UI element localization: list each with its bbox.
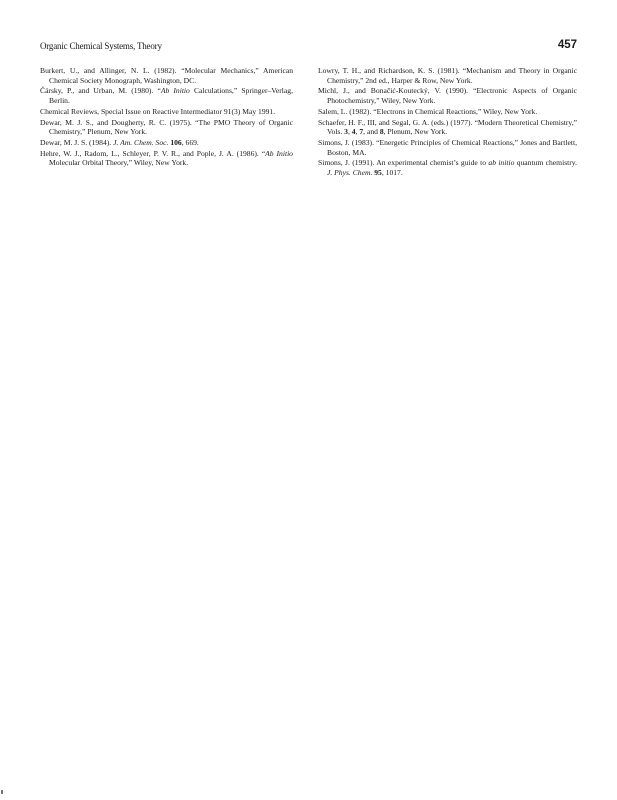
reference-entry: Salem, L. (1982). “Electrons in Chemical Reactions,” Wiley, New York.	[318, 106, 538, 116]
reference-list-left	[40, 66, 293, 169]
reference-entry: Čársky, P., and Urban, M. (1980). “Ab Initio Calculations,” Springer–Verlag, Berlin.	[40, 86, 293, 106]
reference-entry: Schaefer, H. F., III, and Segal, G. A. (eds.) (1977). “Modern Theoretical Chemistry,” Vols. 3, 4, 7, and 8, Plenum, New York.	[318, 117, 577, 137]
reference-entry: Chemical Reviews, Special Issue on Reactive Intermediator 91(3) May 1991.	[40, 106, 276, 116]
reference-entry: Simons, J. (1983). “Energetic Principles of Chemical Reactions,” Jones and Bartlett, Boston, MA.	[318, 137, 577, 157]
running-title: Organic Chemical Systems, Theory	[40, 41, 162, 51]
reference-entry: Dewar, M. J. S. (1984). J. Am. Chem. Soc. 106, 669.	[40, 137, 199, 147]
scan-mark	[1, 790, 3, 794]
page-number: 457	[557, 39, 577, 51]
reference-entry: Hehre, W. J., Radom, L., Schleyer, P. V. R., and Pople, J. A. (1986). “Ab Initio Molecular Orbital Theory,” Wiley, New York.	[40, 148, 293, 168]
reference-list-right	[318, 66, 577, 179]
reference-entry: Burkert, U., and Allinger, N. L. (1982). “Molecular Mechanics,” American Chemical Society Monograph, Washington, DC.	[40, 66, 293, 85]
reference-entry: Michl, J., and Bonačić-Koutecký, V. (1990). “Electronic Aspects of Organic Photochemistry,” Wiley, New York.	[318, 86, 577, 106]
reference-entry: Lowry, T. H., and Richardson, K. S. (1981). “Mechanism and Theory in Organic Chemistry,” 2nd ed., Harper & Row, New York.	[318, 66, 577, 85]
reference-entry: Simons, J. (1991). An experimental chemist’s guide to ab initio quantum chemistry. J. Phys. Chem. 95, 1017.	[318, 158, 577, 178]
reference-entry: Dewar, M. J. S., and Dougherty, R. C. (1975). “The PMO Theory of Organic Chemistry,” Plenum, New York.	[40, 117, 293, 137]
